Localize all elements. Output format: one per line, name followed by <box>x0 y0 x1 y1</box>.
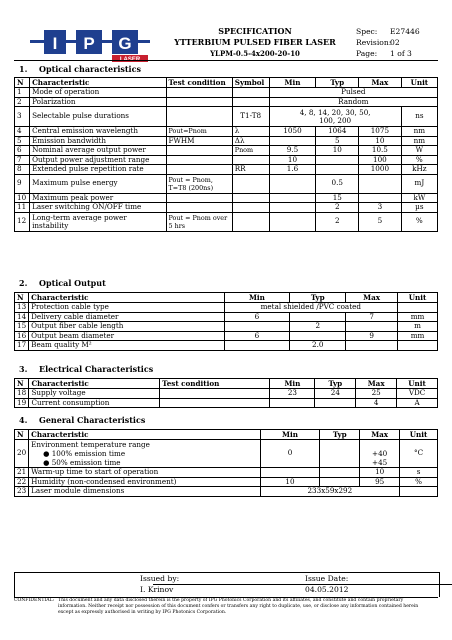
max-50: +45 <box>372 458 388 467</box>
cell: Extended pulse repetition rate <box>30 165 166 175</box>
cell <box>166 107 232 127</box>
section-title: Optical characteristics <box>39 64 141 74</box>
cell: Nominal average output power <box>30 146 166 156</box>
optical-characteristics-table <box>14 77 438 232</box>
document-title <box>160 26 350 59</box>
cell: Random <box>269 97 437 107</box>
section-title: Optical Output <box>39 278 106 288</box>
cell <box>166 193 232 203</box>
cell: 10 <box>360 468 400 478</box>
cell: 2 <box>290 322 346 332</box>
cell: FWHM <box>166 136 232 146</box>
confidential-text: This document and any data disclosed therein is the property of IPG Photonics Corporation and its affiliates, and constitute and contain proprietary information. Neither receipt nor possession of this document confers or transfers any right to duplicate, use, or disclose any information contained herein except as expressly authorised in writing by IPG Photonics Corporation. <box>58 598 419 615</box>
col-max: Max <box>359 78 402 88</box>
cell: 22 <box>15 477 29 487</box>
cell: Laser module dimensions <box>29 487 260 497</box>
table-row <box>15 389 438 399</box>
col-typ: Typ <box>316 78 359 88</box>
cell: 4, 8, 14, 20, 30, 50, 100, 200 <box>269 107 401 127</box>
cell: µs <box>401 203 437 213</box>
section-title: Electrical Characteristics <box>39 364 154 374</box>
col-unit: Unit <box>401 78 437 88</box>
cell: ns <box>401 107 437 127</box>
cell: nm <box>401 136 437 146</box>
cell <box>346 341 398 351</box>
col-typ: Typ <box>315 379 356 389</box>
table-header <box>15 430 438 440</box>
col-n: N <box>15 78 30 88</box>
cell <box>269 212 316 231</box>
cell: 18 <box>15 389 29 399</box>
col-characteristic: Characteristic <box>30 78 166 88</box>
cell: Supply voltage <box>29 389 160 399</box>
doc-meta-values <box>390 26 420 59</box>
col-symbol: Symbol <box>232 78 269 88</box>
doc-meta-labels <box>356 26 391 59</box>
cell <box>320 440 360 468</box>
col-characteristic: Characteristic <box>29 293 224 303</box>
cell <box>269 193 316 203</box>
cell: RR <box>232 165 269 175</box>
issue-box <box>14 572 440 597</box>
table-row <box>15 398 438 408</box>
env-temp-label: Environment temperature range <box>31 440 150 449</box>
cell: 13 <box>15 303 29 313</box>
cell: 1075 <box>359 127 402 137</box>
section-number: 3. <box>19 364 28 374</box>
cell: 233x59x292 <box>260 487 399 497</box>
revision-label: Revision: <box>356 38 392 47</box>
section-2-heading <box>19 278 106 288</box>
table-row <box>15 212 438 231</box>
col-typ: Typ <box>290 293 346 303</box>
table-row <box>15 88 438 98</box>
cell <box>398 303 438 313</box>
cell <box>224 322 290 332</box>
cell: 23 <box>270 389 315 399</box>
cell: 10 <box>359 136 402 146</box>
cell: 2.0 <box>290 341 346 351</box>
col-test-condition: Test condition <box>166 78 232 88</box>
cell: Long-term average power instability <box>30 212 166 231</box>
env-temp-100: ● 100% emission time <box>43 449 126 458</box>
cell: mJ <box>401 174 437 193</box>
cell: 0 <box>260 440 320 468</box>
page-label: Page: <box>356 49 378 58</box>
col-n: N <box>15 379 29 389</box>
ipg-laser-logo <box>30 28 150 62</box>
cell: Pout=Pnom <box>166 127 232 137</box>
cell: nm <box>401 127 437 137</box>
cell <box>269 203 316 213</box>
cell: 5 <box>15 136 30 146</box>
cell: 6 <box>15 146 30 156</box>
cell <box>232 203 269 213</box>
cell: W <box>401 146 437 156</box>
cell: 5 <box>359 212 402 231</box>
cell: Maximum peak power <box>30 193 166 203</box>
svg-text:I: I <box>52 34 58 53</box>
cell: 19 <box>15 398 29 408</box>
col-min: Min <box>269 78 316 88</box>
cell <box>166 146 232 156</box>
cell: Output beam diameter <box>29 331 224 341</box>
cell: % <box>401 155 437 165</box>
table-row <box>15 174 438 193</box>
cell: 7 <box>15 155 30 165</box>
svg-text:G: G <box>118 34 132 53</box>
cell: Pnom <box>232 146 269 156</box>
issued-by-value: I. Krinov <box>140 585 174 594</box>
cell: 17 <box>15 341 29 351</box>
table-row <box>15 165 438 175</box>
cell: m <box>398 322 438 332</box>
cell <box>232 88 269 98</box>
cell: Central emission wavelength <box>30 127 166 137</box>
spec-label: Spec: <box>356 27 378 36</box>
table-header <box>15 78 438 88</box>
col-min: Min <box>270 379 315 389</box>
col-max: Max <box>346 293 398 303</box>
cell: Beam quality M² <box>29 341 224 351</box>
cell: 11 <box>15 203 30 213</box>
cell: Humidity (non-condensed environment) <box>29 477 260 487</box>
cell: 4 <box>15 127 30 137</box>
cell <box>359 174 402 193</box>
cell: A <box>397 398 438 408</box>
cell: 15 <box>15 322 29 332</box>
cell: Pout = Pnom, T=T8 (200ns) <box>166 174 232 193</box>
cell: 1000 <box>359 165 402 175</box>
col-characteristic: Characteristic <box>29 379 160 389</box>
cell: Warm-up time to start of operation <box>29 468 260 478</box>
cell <box>316 155 359 165</box>
cell: 8 <box>15 165 30 175</box>
electrical-characteristics-table <box>14 378 438 408</box>
cell <box>160 398 270 408</box>
issued-by-label: Issued by: <box>140 574 180 583</box>
cell: metal shielded /PVC coated <box>224 303 398 313</box>
cell: 1.6 <box>269 165 316 175</box>
cell <box>166 97 232 107</box>
section-title: General Characteristics <box>39 415 146 425</box>
cell: 5 <box>316 136 359 146</box>
cell <box>166 165 232 175</box>
cell: Output fiber cable length <box>29 322 224 332</box>
table-row <box>15 303 438 313</box>
cell: 6 <box>224 331 290 341</box>
cell: 21 <box>15 468 29 478</box>
section-1-heading <box>19 64 141 74</box>
cell: 10 <box>316 146 359 156</box>
table-row <box>15 127 438 137</box>
col-n: N <box>15 293 29 303</box>
col-unit: Unit <box>397 379 438 389</box>
cell: 1064 <box>316 127 359 137</box>
cell: Current consumption <box>29 398 160 408</box>
cell: T1-T8 <box>232 107 269 127</box>
cell: Selectable pulse durations <box>30 107 166 127</box>
cell: mm <box>398 331 438 341</box>
cell: 2 <box>316 203 359 213</box>
cell: % <box>401 212 437 231</box>
cell: 4 <box>356 398 397 408</box>
cell: 16 <box>15 331 29 341</box>
confidential-notice <box>14 597 438 616</box>
cell <box>166 88 232 98</box>
cell: 100 <box>359 155 402 165</box>
table-row <box>15 440 438 468</box>
cell: Maximum pulse energy <box>30 174 166 193</box>
max-100: +40 <box>372 449 388 458</box>
col-typ: Typ <box>320 430 360 440</box>
cell: % <box>400 477 438 487</box>
section-number: 4. <box>19 415 28 425</box>
table-row <box>15 107 438 127</box>
cell <box>160 389 270 399</box>
cell <box>400 487 438 497</box>
col-unit: Unit <box>400 430 438 440</box>
cell: Emission bandwidth <box>30 136 166 146</box>
cell <box>232 212 269 231</box>
cell: mm <box>398 312 438 322</box>
table-row <box>15 468 438 478</box>
cell: s <box>400 468 438 478</box>
cell: 2 <box>316 212 359 231</box>
col-characteristic: Characteristic <box>29 430 260 440</box>
col-min: Min <box>260 430 320 440</box>
cell <box>360 440 400 468</box>
cell: 9.5 <box>269 146 316 156</box>
cell: 10 <box>15 193 30 203</box>
cell: 3 <box>15 107 30 127</box>
spec-value: E27446 <box>390 27 420 36</box>
cell: 6 <box>224 312 290 322</box>
cell: Laser switching ON/OFF time <box>30 203 166 213</box>
cell: °C <box>400 440 438 468</box>
cell: 0.5 <box>316 174 359 193</box>
cell: 9 <box>346 331 398 341</box>
table-row <box>15 322 438 332</box>
cell: 1 <box>15 88 30 98</box>
cell: Δλ <box>232 136 269 146</box>
cell <box>315 398 356 408</box>
cell <box>320 468 360 478</box>
cell: 23 <box>15 487 29 497</box>
cell <box>270 398 315 408</box>
section-number: 1. <box>19 64 28 74</box>
cell: 10 <box>260 477 320 487</box>
cell <box>316 165 359 175</box>
cell <box>269 174 316 193</box>
table-row <box>15 203 438 213</box>
cell: Pout = Pnom over 5 hrs <box>166 212 232 231</box>
cell: 1050 <box>269 127 316 137</box>
table-row <box>15 487 438 497</box>
cell: kHz <box>401 165 437 175</box>
env-temp-50: ● 50% emission time <box>43 458 121 467</box>
cell: 24 <box>315 389 356 399</box>
cell: 20 <box>15 440 29 468</box>
table-row <box>15 341 438 351</box>
cell: 2 <box>15 97 30 107</box>
cell: kW <box>401 193 437 203</box>
cell: 15 <box>316 193 359 203</box>
cell: 25 <box>356 389 397 399</box>
table-row <box>15 97 438 107</box>
section-3-heading <box>19 364 153 374</box>
header-divider <box>14 60 438 61</box>
table-header <box>15 293 438 303</box>
cell <box>166 203 232 213</box>
svg-text:LASER: LASER <box>119 57 141 62</box>
table-header <box>15 379 438 389</box>
col-unit: Unit <box>398 293 438 303</box>
cell: 12 <box>15 212 30 231</box>
cell <box>398 341 438 351</box>
optical-output-table <box>14 292 438 351</box>
cell <box>166 155 232 165</box>
svg-text:P: P <box>83 34 95 53</box>
cell: λ <box>232 127 269 137</box>
cell: 95 <box>360 477 400 487</box>
cell <box>224 341 290 351</box>
cell: 10 <box>269 155 316 165</box>
col-test-condition: Test condition <box>160 379 270 389</box>
title-line-3: YLPM-0.5-4x200-20-10 <box>210 49 300 58</box>
general-characteristics-table <box>14 429 438 497</box>
col-max: Max <box>360 430 400 440</box>
title-line-1: SPECIFICATION <box>218 26 292 36</box>
revision-value: 02 <box>390 38 400 47</box>
cell: 10.5 <box>359 146 402 156</box>
col-max: Max <box>356 379 397 389</box>
section-number: 2. <box>19 278 28 288</box>
cell: 3 <box>359 203 402 213</box>
cell <box>232 174 269 193</box>
cell: Pulsed <box>269 88 437 98</box>
issue-date-value: 04.05.2012 <box>305 585 349 594</box>
cell: Delivery cable diameter <box>29 312 224 322</box>
col-min: Min <box>224 293 290 303</box>
section-4-heading <box>19 415 145 425</box>
cell <box>260 468 320 478</box>
cell: Protection cable type <box>29 303 224 313</box>
cell: VDC <box>397 389 438 399</box>
cell: 14 <box>15 312 29 322</box>
page-value: 1 of 3 <box>390 49 412 58</box>
cell <box>232 193 269 203</box>
cell: 7 <box>346 312 398 322</box>
cell <box>232 97 269 107</box>
cell: 9 <box>15 174 30 193</box>
cell: Polarization <box>30 97 166 107</box>
issue-date-label: Issue Date: <box>305 574 349 583</box>
cell <box>346 322 398 332</box>
cell <box>29 440 260 468</box>
title-line-2: YTTERBIUM PULSED FIBER LASER <box>174 37 336 47</box>
cell: Output power adjustment range <box>30 155 166 165</box>
cell: Mode of operation <box>30 88 166 98</box>
table-row <box>15 146 438 156</box>
col-n: N <box>15 430 29 440</box>
confidential-label: CONFIDENTIAL: <box>14 598 55 603</box>
